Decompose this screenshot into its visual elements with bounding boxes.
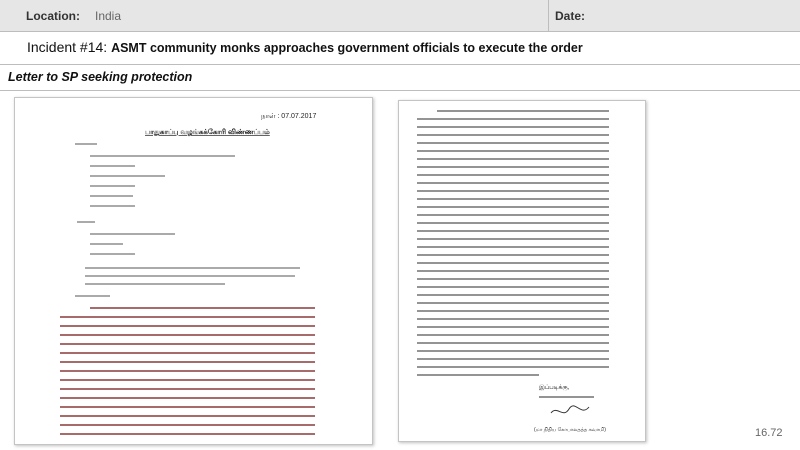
- letter-2-signatory: (மா நிதிய கோபாலதத்த சுவாமி): [534, 427, 606, 433]
- letter-page-1: [14, 97, 373, 445]
- letter-2-closing: இப்படிக்கு,: [539, 385, 570, 391]
- page-number: 16.72: [755, 427, 783, 439]
- subtitle-bar: [0, 65, 800, 91]
- letter-1-heading: பாதுகாப்பு வழங்கக்கோரி விண்ணப்பம்: [145, 129, 270, 136]
- letter-2-body-text: [417, 111, 609, 375]
- location-label: Location:: [26, 9, 80, 23]
- letter-page-2-scan: [399, 101, 645, 441]
- incident-title: [27, 39, 583, 55]
- signature-mark: [551, 406, 589, 413]
- section-subtitle: Letter to SP seeking protection: [8, 70, 193, 84]
- letter-1-date: நாள் : 07.07.2017: [261, 113, 317, 120]
- letter-1-body-text: [60, 308, 315, 434]
- incident-bar: [0, 32, 800, 65]
- location-value: India: [95, 9, 122, 23]
- incident-number: Incident #14:: [27, 39, 108, 55]
- letter-page-2: [398, 100, 646, 442]
- date-label: Date:: [555, 9, 586, 23]
- letter-1-address-block: [75, 144, 300, 296]
- incident-description: ASMT community monks approaches government officials to execute the order: [111, 41, 583, 55]
- header-divider: [548, 0, 549, 31]
- letter-page-1-scan: [15, 98, 372, 444]
- header-bar: [0, 0, 800, 32]
